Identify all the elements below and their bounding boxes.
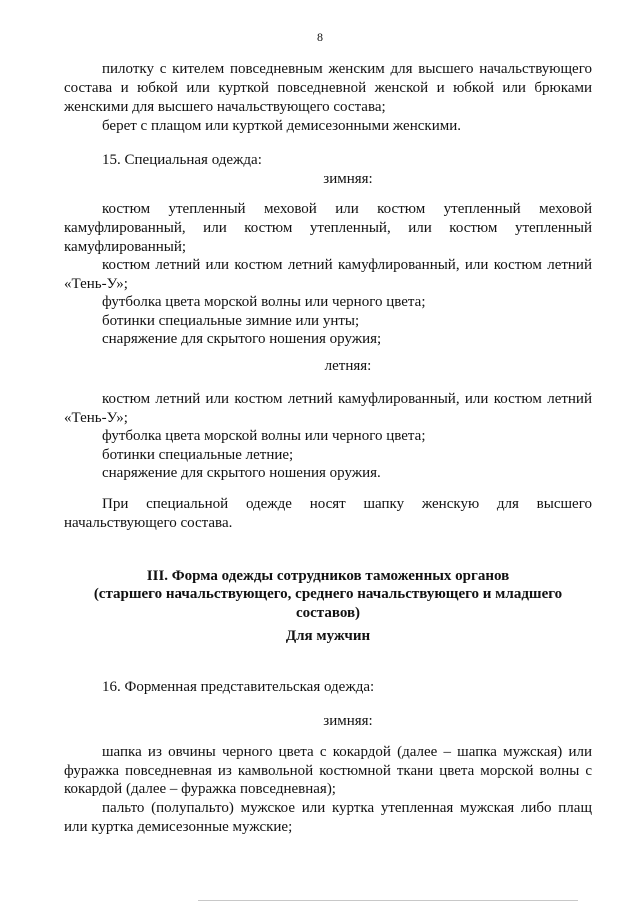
text-line: ботинки специальные зимние или унты; [102, 313, 360, 329]
chapter-heading: (старшего начальствующего, среднего начальствующего и младшего [93, 586, 563, 602]
subsection-label: зимняя: [323, 171, 373, 187]
text-line: костюм летний или костюм летний камуфлированный, или костюм летний [102, 257, 592, 273]
text-line: шапка из овчины черного цвета с кокардой (далее – шапка мужская) или [102, 744, 592, 760]
text-line: пальто (полупальто) мужское или куртка утепленная мужская либо плащ [102, 800, 592, 816]
text-line: женскими для высшего начальствующего состава; [64, 99, 386, 115]
subsection-label: летняя: [324, 358, 372, 374]
section-heading: 16. Форменная представительская одежда: [102, 679, 375, 695]
text-line: При специальной одежде носят шапку женскую для высшего [102, 496, 592, 512]
text-line: начальствующего состава. [64, 515, 233, 531]
text-line: футболка цвета морской волны или черного цвета; [102, 428, 426, 444]
section-heading: 15. Специальная одежда: [102, 152, 262, 168]
page-number: 8 [317, 30, 323, 44]
text-line: «Тень-У»; [64, 410, 128, 426]
text-line: камуфлированный; [64, 239, 187, 255]
chapter-heading: III. Форма одежды сотрудников таможенных органов [146, 568, 510, 584]
text-line: костюм утепленный меховой или костюм утепленный меховой [102, 201, 592, 217]
text-line: футболка цвета морской волны или черного цвета; [102, 294, 426, 310]
text-line: костюм летний или костюм летний камуфлированный, или костюм летний [102, 391, 592, 407]
text-line: камуфлированный, или костюм утепленный, или костюм утепленный [64, 220, 592, 236]
text-line: кокардой (далее – фуражка повседневная); [64, 781, 336, 797]
text-line: снаряжение для скрытого ношения оружия; [102, 331, 382, 347]
subsection-label: зимняя: [323, 713, 373, 729]
text-line: берет с плащом или курткой демисезонными женскими. [102, 118, 461, 134]
text-line: снаряжение для скрытого ношения оружия. [102, 465, 381, 481]
text-line: состава и юбкой или курткой повседневной женской и юбкой или брюками [64, 80, 592, 96]
text-line: ботинки специальные летние; [102, 447, 294, 463]
scan-edge-line [198, 900, 578, 901]
group-heading: Для мужчин [285, 628, 371, 644]
text-line: фуражка повседневная из камвольной костюмной ткани цвета морской волны с [64, 763, 592, 779]
chapter-heading: составов) [295, 605, 361, 621]
text-line: пилотку с кителем повседневным женским для высшего начальствующего [102, 61, 592, 77]
text-line: «Тень-У»; [64, 276, 128, 292]
text-line: или куртка демисезонные мужские; [64, 819, 293, 835]
